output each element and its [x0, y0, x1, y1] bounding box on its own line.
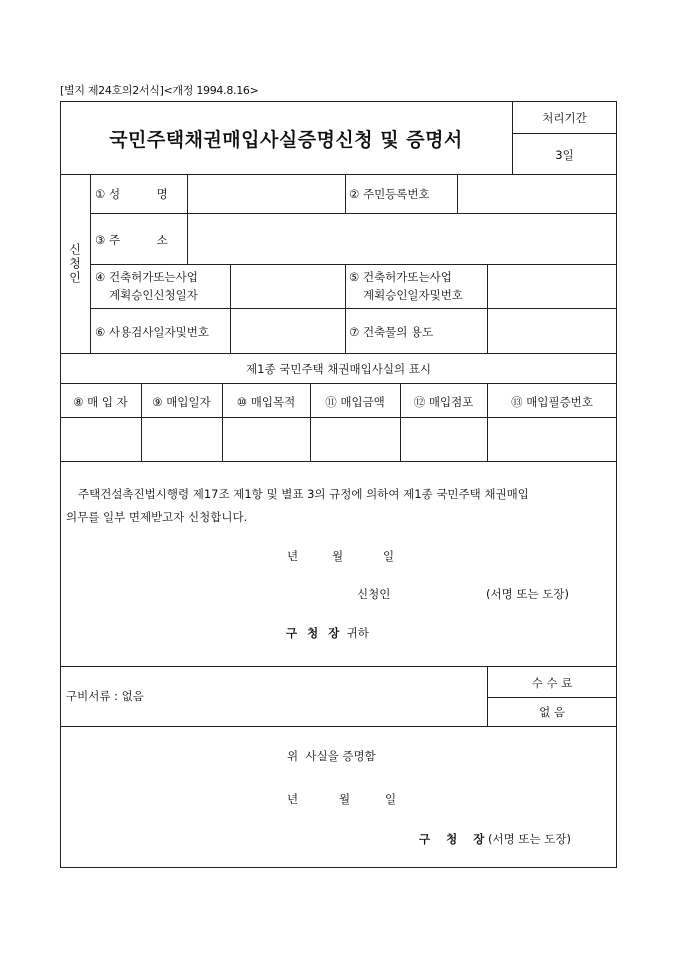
issuer-line: 구 청 장 (서명 또는 도장) — [419, 832, 571, 846]
applicant-section-label: 신청인 — [67, 243, 82, 285]
column-purchase-branch: ⑫ 매입점포 — [413, 395, 474, 409]
divider — [60, 726, 617, 727]
divider — [487, 697, 617, 698]
certification-date-year: 년 — [287, 792, 299, 806]
applicant-signature-label: 신청인 — [357, 587, 391, 601]
purchase-amount-cell[interactable] — [311, 418, 399, 460]
application-date-year: 년 — [287, 549, 299, 563]
divider — [60, 666, 617, 667]
name-field[interactable] — [188, 175, 344, 212]
divider — [60, 383, 617, 384]
divider — [60, 353, 617, 354]
certification-date-day: 일 — [385, 792, 397, 806]
column-purchase-amount: ⑪ 매입금액 — [325, 395, 385, 409]
divider — [60, 461, 617, 462]
resident-number-field[interactable] — [458, 175, 616, 212]
application-date-day: 일 — [383, 549, 395, 563]
form-reference: [별지 제24호의2서식]<개정 1994.8.16> — [60, 84, 259, 97]
processing-period-value: 3일 — [555, 148, 574, 162]
application-statement-line2: 의무를 일부 면제받고자 신청합니다. — [66, 510, 248, 524]
resident-number-label: ② 주민등록번호 — [349, 187, 430, 201]
fee-label: 수 수 료 — [531, 676, 573, 690]
permit-approval-field[interactable] — [488, 265, 616, 307]
address-field[interactable] — [188, 214, 616, 263]
recipient-line: 구 청 장 귀하 — [286, 626, 369, 640]
building-use-field[interactable] — [488, 309, 616, 352]
form-title: 국민주택채권매입사실증명신청 및 증명서 — [109, 128, 463, 151]
purchase-date-cell[interactable] — [142, 418, 221, 460]
name-label: ① 성 명 — [95, 187, 168, 201]
permit-application-date-label: ④ 건축허가또는사업 계획승인신청일자 — [95, 270, 198, 302]
inspection-field[interactable] — [231, 309, 344, 352]
column-purchase-date: ⑨ 매입일자 — [152, 395, 211, 409]
certification-statement: 위 사실을 증명함 — [287, 749, 376, 763]
application-date-month: 월 — [332, 549, 344, 563]
divider — [345, 174, 346, 213]
permit-application-date-field[interactable] — [231, 265, 344, 307]
building-use-label: ⑦ 건축물의 용도 — [349, 325, 434, 339]
certification-date-month: 월 — [339, 792, 351, 806]
purchase-branch-cell[interactable] — [401, 418, 486, 460]
purchaser-cell[interactable] — [61, 418, 140, 460]
permit-approval-label: ⑤ 건축허가또는사업 계획승인일자및번호 — [349, 270, 463, 302]
application-statement-line1: 주택건설촉진법시행령 제17조 제1항 및 별표 3의 규정에 의하여 제1종 국민주택 채권매입 — [78, 487, 529, 501]
divider — [512, 133, 617, 134]
address-label: ③ 주 소 — [95, 233, 168, 247]
column-purchaser: ⑧ 매 입 자 — [73, 395, 128, 409]
processing-period-label: 처리기간 — [542, 111, 587, 125]
divider — [345, 264, 346, 353]
purchase-purpose-cell[interactable] — [223, 418, 309, 460]
column-purchase-purpose: ⑩ 매입목적 — [236, 395, 296, 409]
bond-section-title: 제1종 국민주택 채권매입사실의 표시 — [246, 362, 431, 376]
receipt-number-cell[interactable] — [488, 418, 616, 460]
applicant-sign-note: (서명 또는 도장) — [486, 587, 569, 601]
divider — [90, 174, 91, 353]
fee-value: 없 음 — [539, 705, 565, 719]
required-documents: 구비서류 : 없음 — [66, 689, 144, 703]
column-receipt-number: ⑬ 매입필증번호 — [511, 395, 593, 409]
inspection-label: ⑥ 사용검사일자및번호 — [95, 325, 209, 339]
